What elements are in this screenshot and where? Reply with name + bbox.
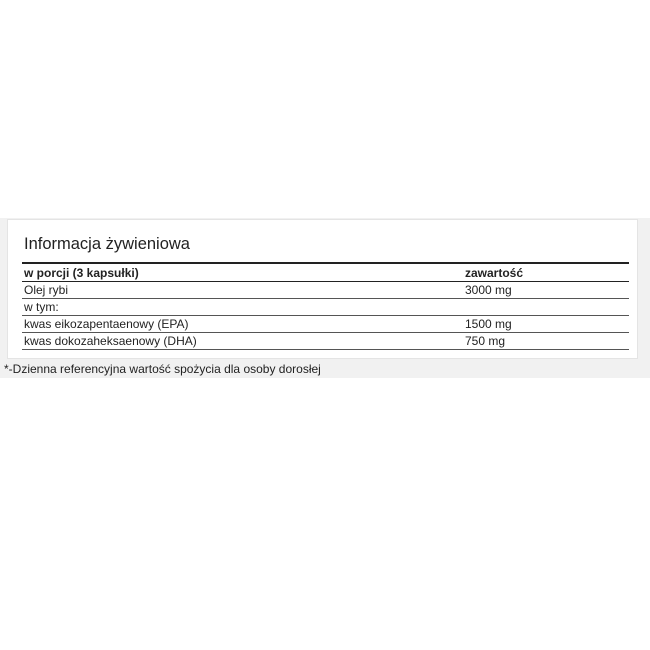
nutrient-name: w tym: — [22, 299, 463, 316]
table-row — [22, 333, 629, 350]
nutrient-amount: 1500 mg — [463, 316, 629, 333]
nutrition-table — [22, 262, 629, 350]
nutrient-amount — [463, 299, 629, 316]
nutrient-name: Olej rybi — [22, 282, 463, 299]
panel-title: Informacja żywieniowa — [24, 235, 190, 253]
nutrient-amount: 3000 mg — [463, 282, 629, 299]
nutrition-panel — [7, 219, 638, 359]
table-row — [22, 282, 629, 299]
footnote: *-Dzienna referencyjna wartość spożycia dla osoby dorosłej — [4, 362, 321, 376]
table-row — [22, 316, 629, 333]
nutrient-amount: 750 mg — [463, 333, 629, 350]
nutrient-name: kwas dokozaheksaenowy (DHA) — [22, 333, 463, 350]
nutrient-name: kwas eikozapentaenowy (EPA) — [22, 316, 463, 333]
table-header-row — [22, 263, 629, 282]
column-header-content: zawartość — [463, 263, 629, 282]
column-header-portion: w porcji (3 kapsułki) — [22, 263, 463, 282]
table-row — [22, 299, 629, 316]
